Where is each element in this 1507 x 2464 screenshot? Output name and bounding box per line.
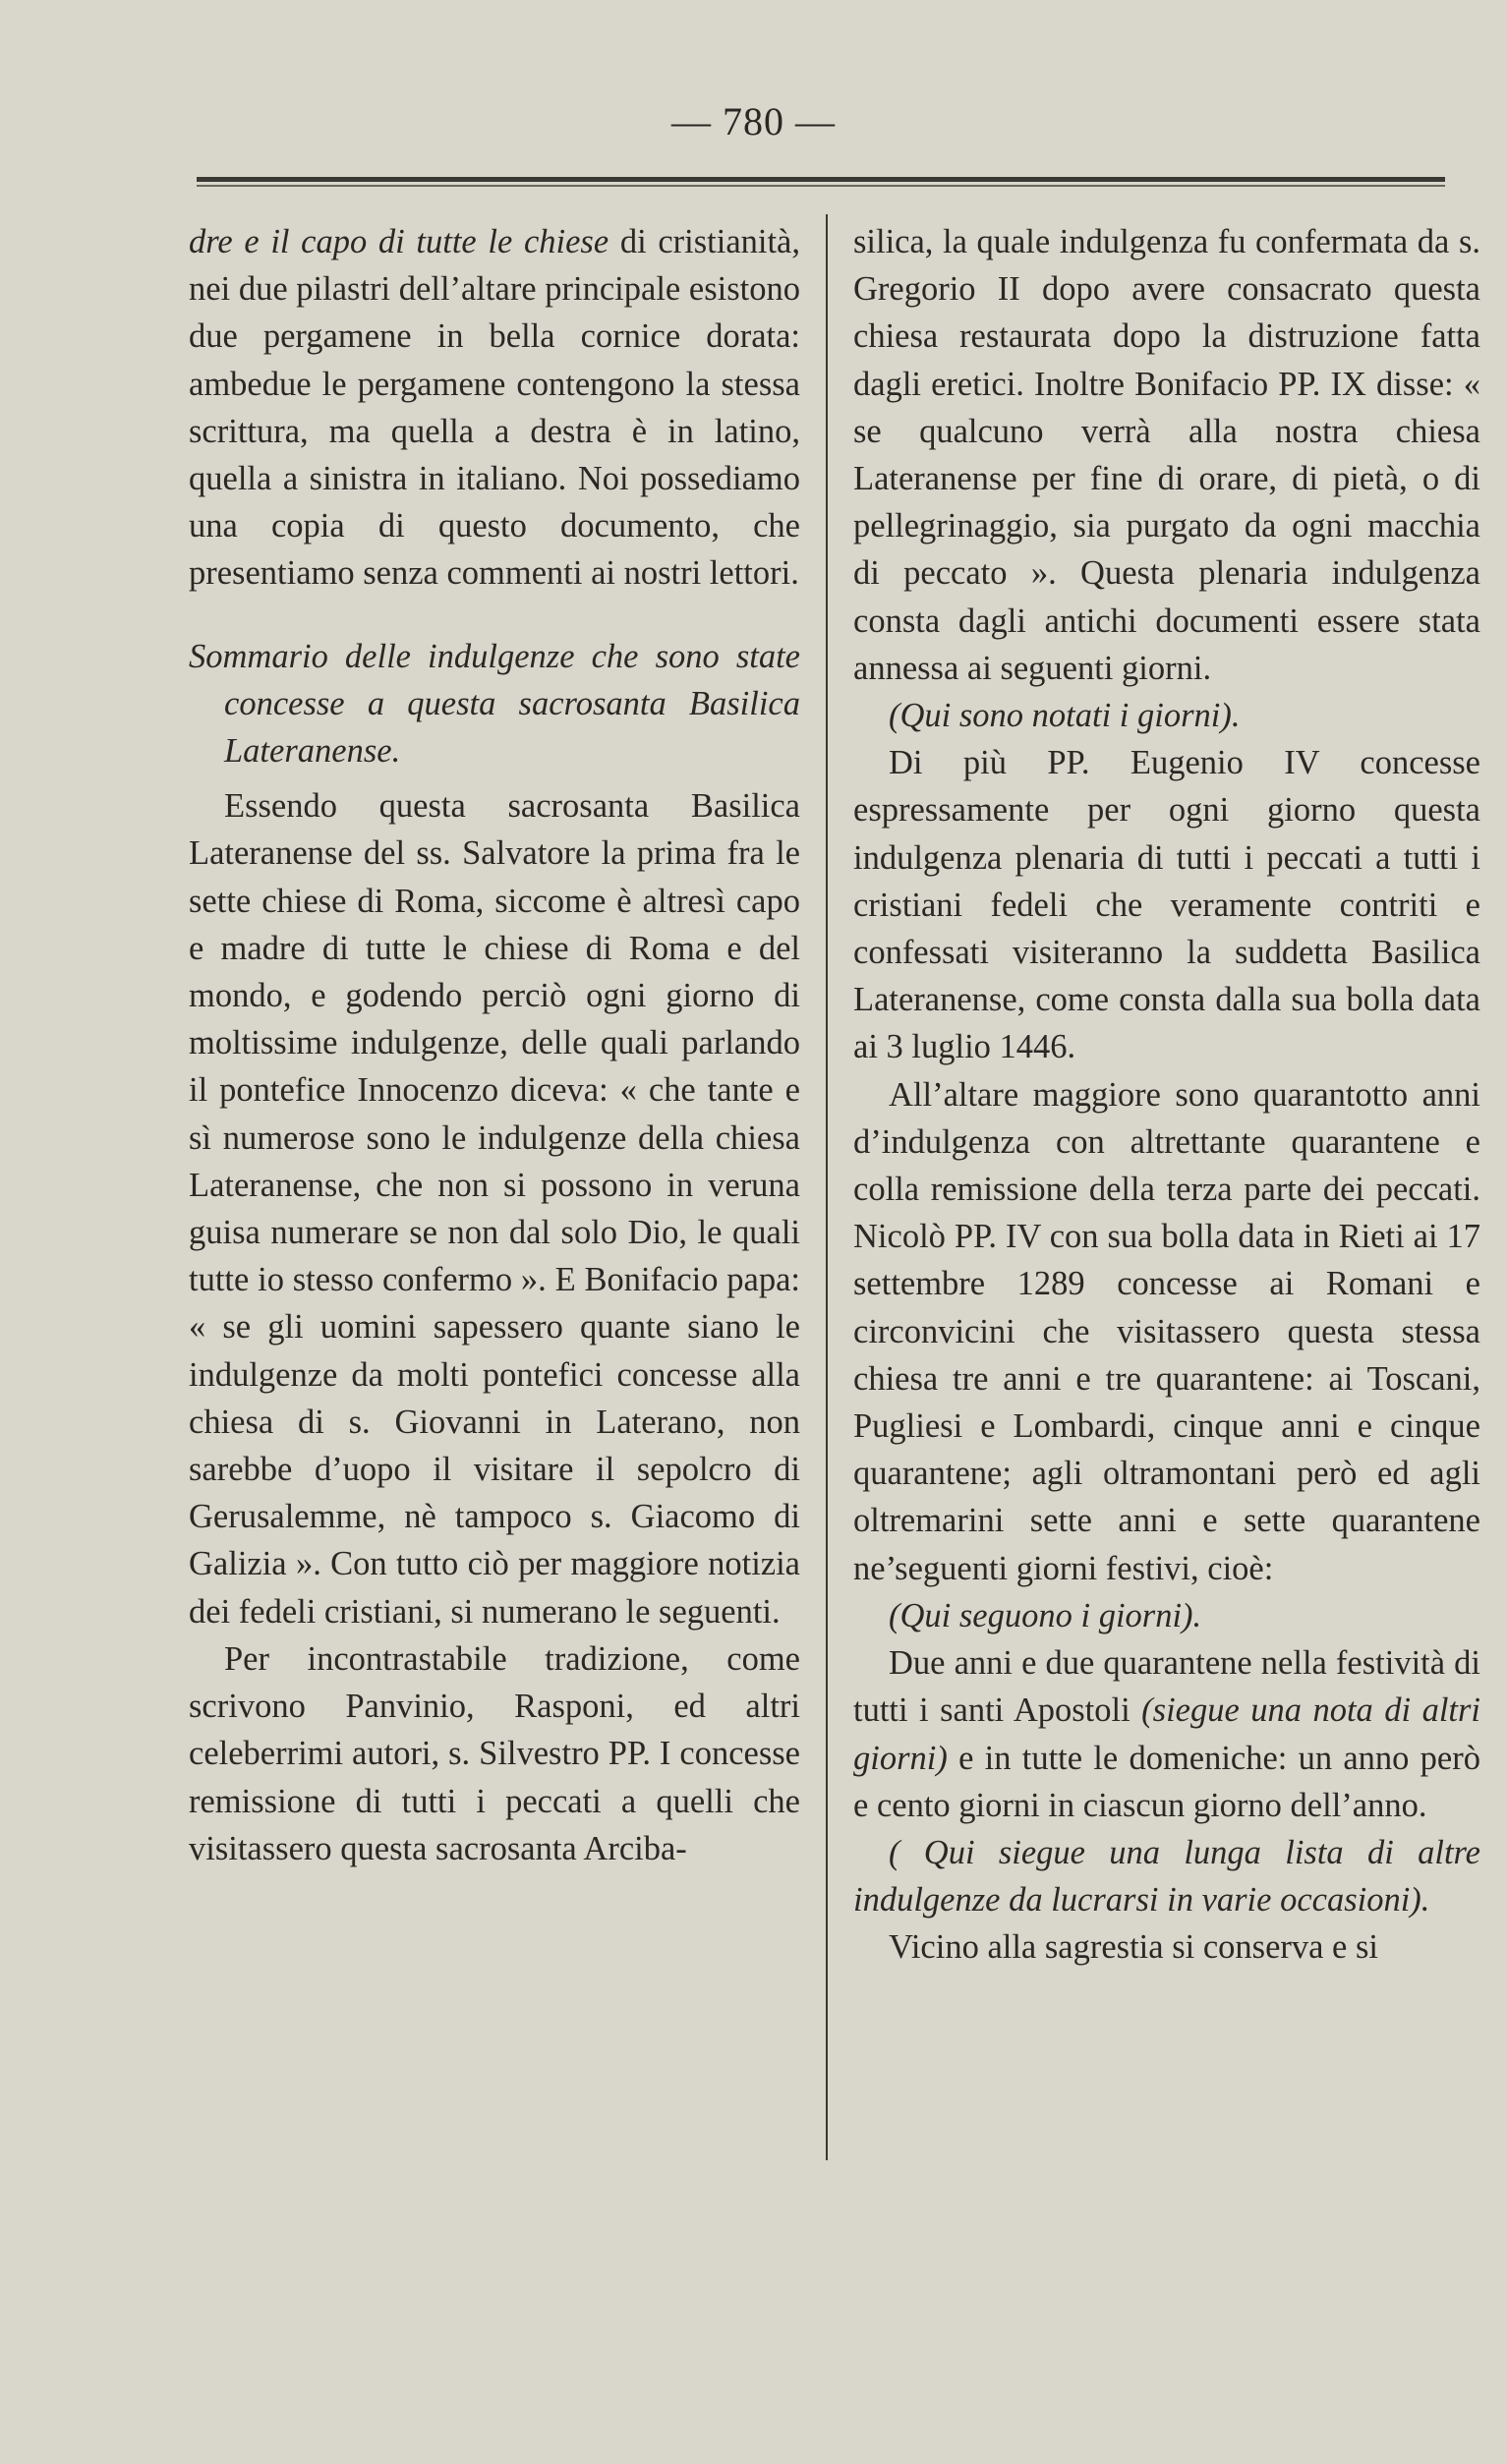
note-giorni xyxy=(853,692,1480,739)
right-paragraph-3: All’altare maggiore sono quarantotto anni d’indulgenza con altrettante quarantene e colla remissione della terza parte dei peccati. Nicolò PP. IV con sua bolla data in Rieti ai 17 settembre 1289 concesse ai Romani e circonvicini che visitassero questa stessa chiesa tre anni e tre quarantene: ai Toscani, Pugliesi e Lombardi, cinque anni e cinque quarantene; agli oltramontani però ed agli oltremarini sette anni e sette quarantene ne’seguenti giorni festivi, cioè: xyxy=(853,1075,1480,1587)
right-paragraph-4-italic: (siegue una nota di altri giorni) xyxy=(853,1691,1481,1777)
left-paragraph-1 xyxy=(189,218,800,598)
right-paragraph-4-b: e in tutte le domeniche: un anno però e cento giorni in ciascun giorno dell’anno. xyxy=(853,1739,1480,1824)
left-paragraph-1-text: di cristianità, nei due pilastri dell’altare principale esistono due pergamene in bella cornice dorata: ambedue le pergamene contengono la stessa scrittura, ma quella a destra è in latino, quella a sinistra in italiano. Noi possediamo una copia di questo documento, che presentiamo senza commenti ai nostri lettori. xyxy=(189,223,800,593)
column-divider xyxy=(826,214,828,2160)
left-column xyxy=(189,218,800,1872)
note-seguono-text: (Qui seguono i giorni). xyxy=(889,1596,1202,1634)
header-rule xyxy=(197,177,1445,182)
note-lista xyxy=(853,1829,1480,1923)
right-paragraph-4 xyxy=(853,1639,1480,1829)
note-lista-text: ( Qui siegue una lunga lista di altre indulgenze da lucrarsi in varie occasioni). xyxy=(853,1833,1480,1920)
section-heading: Sommario delle indulgenze che sono state concesse a questa sacrosanta Basilica Lateranense. xyxy=(189,637,800,771)
header-rule-thin xyxy=(197,185,1445,187)
page-number: — 780 — xyxy=(671,99,836,143)
right-column xyxy=(853,218,1480,1972)
right-paragraph-5: Vicino alla sagrestia si conserva e si xyxy=(889,1928,1379,1967)
left-paragraph-3: Per incontrastabile tradizione, come scrivono Panvinio, Rasponi, ed altri celeberrimi autori, s. Silvestro PP. I concesse remissione di tutti i peccati a quelli che visitassero questa sacrosanta Arciba- xyxy=(189,1639,800,1867)
note-seguono xyxy=(853,1592,1480,1639)
left-paragraph-1-italic: dre e il capo di tutte le chiese xyxy=(189,223,609,260)
right-paragraph-1: silica, la quale indulgenza fu confermata da s. Gregorio II dopo avere consacrato questa chiesa restaurata dopo la distruzione fatta dagli eretici. Inoltre Bonifacio PP. IX disse: « se qualcuno verrà alla nostra chiesa Lateranense per fine di orare, di pietà, o di pellegrinaggio, sia purgato da ogni macchia di peccato ». Questa plenaria indulgenza consta dagli antichi documenti essere stata annessa ai seguenti giorni. xyxy=(853,223,1480,687)
right-paragraph-4-a: Due anni e due quarantene nella festività di tutti i santi Apostoli xyxy=(853,1644,1480,1730)
left-paragraph-2: Essendo questa sacrosanta Basilica Lateranense del ss. Salvatore la prima fra le sette chiese di Roma, siccome è altresì capo e madre di tutte le chiese di Roma e del mondo, e godendo perciò ogni giorno di moltissime indulgenze, delle quali parlando il pontefice Innocenzo diceva: « che tante e sì numerose sono le indulgenze della chiesa Lateranense, che non si possono in veruna guisa numerare se non dal solo Dio, le quali tutte io stesso confermo ». E Bonifacio papa: « se gli uomini sapessero quante siano le indulgenze da molti pontefici concesse alla chiesa di s. Giovanni in Laterano, non sarebbe d’uopo il visitare il sepolcro di Gerusalemme, nè tampoco s. Giacomo di Galizia ». Con tutto ciò per maggiore notizia dei fedeli cristiani, si numerano le seguenti. xyxy=(189,787,800,1631)
right-paragraph-2: Di più PP. Eugenio IV concesse espressamente per ogni giorno questa indulgenza plenaria di tutti i peccati a tutti i cristiani fedeli che veramente contriti e confessati visiteranno la suddetta Basilica Lateranense, come consta dalla sua bolla data ai 3 luglio 1446. xyxy=(853,744,1480,1066)
note-giorni-text: (Qui sono notati i giorni). xyxy=(889,697,1241,735)
